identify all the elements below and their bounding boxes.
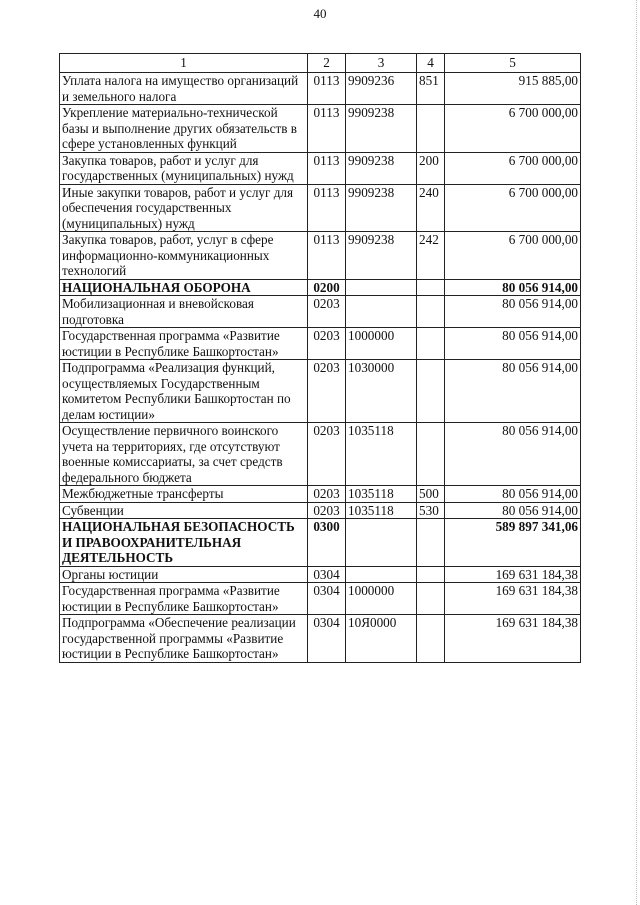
row-target-code: 10Я0000 bbox=[346, 615, 417, 663]
row-name: НАЦИОНАЛЬНАЯ ОБОРОНА bbox=[60, 279, 308, 296]
table-body bbox=[60, 73, 581, 663]
row-amount: 80 056 914,00 bbox=[445, 423, 581, 486]
row-name: Межбюджетные трансферты bbox=[60, 486, 308, 503]
row-expense-type bbox=[417, 360, 445, 423]
row-amount: 80 056 914,00 bbox=[445, 279, 581, 296]
row-expense-type bbox=[417, 566, 445, 583]
row-expense-type bbox=[417, 615, 445, 663]
row-section-code: 0203 bbox=[308, 502, 346, 519]
row-amount: 169 631 184,38 bbox=[445, 583, 581, 615]
row-amount: 589 897 341,06 bbox=[445, 519, 581, 567]
row-amount: 80 056 914,00 bbox=[445, 328, 581, 360]
row-expense-type bbox=[417, 296, 445, 328]
row-amount: 80 056 914,00 bbox=[445, 502, 581, 519]
table-row bbox=[60, 279, 581, 296]
row-name: НАЦИОНАЛЬНАЯ БЕЗОПАСНОСТЬ И ПРАВООХРАНИТЕЛЬНАЯ ДЕЯТЕЛЬНОСТЬ bbox=[60, 519, 308, 567]
row-expense-type: 242 bbox=[417, 232, 445, 280]
row-target-code bbox=[346, 296, 417, 328]
table-row bbox=[60, 423, 581, 486]
row-amount: 6 700 000,00 bbox=[445, 105, 581, 153]
row-target-code: 9909238 bbox=[346, 105, 417, 153]
budget-table bbox=[59, 53, 581, 663]
row-name: Мобилизационная и вневойсковая подготовка bbox=[60, 296, 308, 328]
row-name: Субвенции bbox=[60, 502, 308, 519]
row-section-code: 0304 bbox=[308, 583, 346, 615]
row-amount: 6 700 000,00 bbox=[445, 232, 581, 280]
row-name: Государственная программа «Развитие юстиции в Республике Башкортостан» bbox=[60, 583, 308, 615]
row-expense-type: 530 bbox=[417, 502, 445, 519]
row-expense-type bbox=[417, 583, 445, 615]
row-name: Закупка товаров, работ, услуг в сфере информационно-коммуникационных технологий bbox=[60, 232, 308, 280]
header-amount: 5 bbox=[445, 54, 581, 73]
row-expense-type bbox=[417, 328, 445, 360]
row-expense-type bbox=[417, 279, 445, 296]
row-section-code: 0300 bbox=[308, 519, 346, 567]
table-row bbox=[60, 152, 581, 184]
row-name: Государственная программа «Развитие юстиции в Республике Башкортостан» bbox=[60, 328, 308, 360]
row-name: Подпрограмма «Реализация функций, осуществляемых Государственным комитетом Республики Башкортостан по делам юстиции» bbox=[60, 360, 308, 423]
table-row bbox=[60, 583, 581, 615]
header-section: 2 bbox=[308, 54, 346, 73]
row-expense-type bbox=[417, 105, 445, 153]
table-row bbox=[60, 296, 581, 328]
row-target-code: 1035118 bbox=[346, 486, 417, 503]
header-type: 4 bbox=[417, 54, 445, 73]
row-expense-type bbox=[417, 519, 445, 567]
row-section-code: 0113 bbox=[308, 105, 346, 153]
row-amount: 6 700 000,00 bbox=[445, 184, 581, 232]
row-target-code: 9909238 bbox=[346, 232, 417, 280]
header-name: 1 bbox=[60, 54, 308, 73]
table-row bbox=[60, 502, 581, 519]
row-target-code bbox=[346, 519, 417, 567]
row-target-code: 1000000 bbox=[346, 328, 417, 360]
row-target-code: 1030000 bbox=[346, 360, 417, 423]
row-name: Уплата налога на имущество организаций и земельного налога bbox=[60, 73, 308, 105]
row-section-code: 0200 bbox=[308, 279, 346, 296]
row-expense-type: 851 bbox=[417, 73, 445, 105]
row-section-code: 0203 bbox=[308, 296, 346, 328]
row-target-code bbox=[346, 566, 417, 583]
row-section-code: 0113 bbox=[308, 232, 346, 280]
row-section-code: 0203 bbox=[308, 328, 346, 360]
row-section-code: 0113 bbox=[308, 184, 346, 232]
row-section-code: 0304 bbox=[308, 615, 346, 663]
row-amount: 169 631 184,38 bbox=[445, 566, 581, 583]
row-target-code: 1000000 bbox=[346, 583, 417, 615]
row-amount: 6 700 000,00 bbox=[445, 152, 581, 184]
table-row bbox=[60, 328, 581, 360]
row-expense-type bbox=[417, 423, 445, 486]
table-row bbox=[60, 566, 581, 583]
row-target-code: 9909238 bbox=[346, 152, 417, 184]
row-amount: 915 885,00 bbox=[445, 73, 581, 105]
row-name: Иные закупки товаров, работ и услуг для обеспечения государственных (муниципальных) нужд bbox=[60, 184, 308, 232]
row-name: Укрепление материально-технической базы и выполнение других обязательств в сфере установленных функций bbox=[60, 105, 308, 153]
row-expense-type: 200 bbox=[417, 152, 445, 184]
row-target-code: 9909236 bbox=[346, 73, 417, 105]
row-name: Осуществление первичного воинского учета на территориях, где отсутствуют военные комиссариаты, за счет средств федерального бюджета bbox=[60, 423, 308, 486]
header-target: 3 bbox=[346, 54, 417, 73]
row-amount: 80 056 914,00 bbox=[445, 296, 581, 328]
row-section-code: 0203 bbox=[308, 360, 346, 423]
row-name: Закупка товаров, работ и услуг для государственных (муниципальных) нужд bbox=[60, 152, 308, 184]
page-number: 40 bbox=[313, 6, 327, 21]
row-target-code bbox=[346, 279, 417, 296]
row-name: Подпрограмма «Обеспечение реализации государственной программы «Развитие юстиции в Республике Башкортостан» bbox=[60, 615, 308, 663]
table-row bbox=[60, 73, 581, 105]
row-section-code: 0203 bbox=[308, 423, 346, 486]
table-row bbox=[60, 615, 581, 663]
row-target-code: 1035118 bbox=[346, 423, 417, 486]
table-row bbox=[60, 184, 581, 232]
row-expense-type: 500 bbox=[417, 486, 445, 503]
row-amount: 80 056 914,00 bbox=[445, 360, 581, 423]
row-section-code: 0203 bbox=[308, 486, 346, 503]
table-row bbox=[60, 105, 581, 153]
row-name: Органы юстиции bbox=[60, 566, 308, 583]
table-row bbox=[60, 519, 581, 567]
row-amount: 80 056 914,00 bbox=[445, 486, 581, 503]
table-row bbox=[60, 232, 581, 280]
scan-edge bbox=[635, 0, 637, 905]
table-row bbox=[60, 360, 581, 423]
row-target-code: 1035118 bbox=[346, 502, 417, 519]
row-section-code: 0304 bbox=[308, 566, 346, 583]
table-row bbox=[60, 486, 581, 503]
row-expense-type: 240 bbox=[417, 184, 445, 232]
header-row bbox=[60, 54, 581, 73]
row-target-code: 9909238 bbox=[346, 184, 417, 232]
row-section-code: 0113 bbox=[308, 152, 346, 184]
row-amount: 169 631 184,38 bbox=[445, 615, 581, 663]
row-section-code: 0113 bbox=[308, 73, 346, 105]
